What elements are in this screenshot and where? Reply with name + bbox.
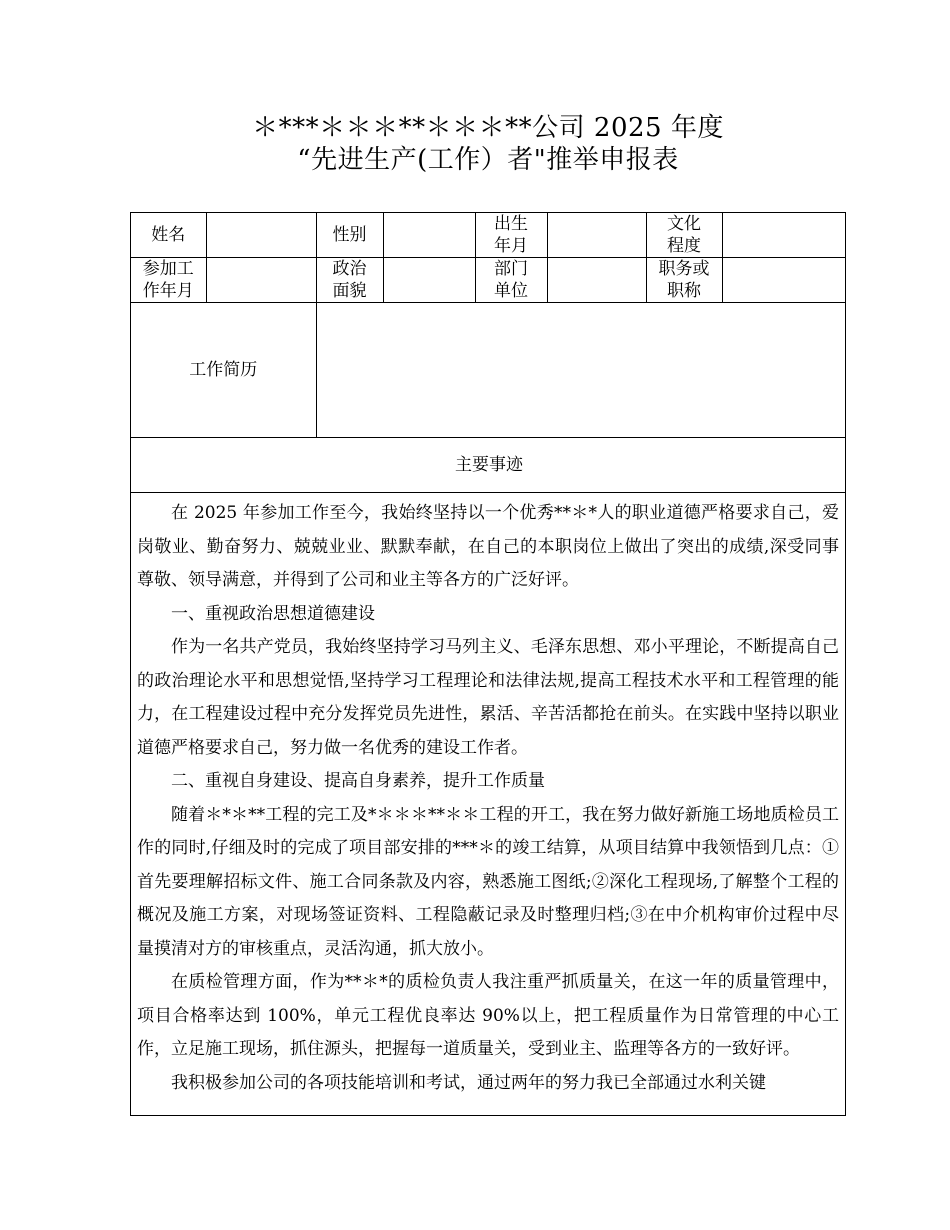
deeds-paragraph: 在质检管理方面，作为**＊*的质检负责人我注重严抓质量关，在这一年的质量管理中，项目合格率达到 100%，单元工程优良率达 90%以上，把工程质量作为日常管理的中心工作，立足施工现场，抓住源头，把握每一道质量关，受到业主、监理等各方的一致好评。 [137, 972, 839, 1059]
education-label: 文化 程度 [646, 213, 722, 258]
birth-field[interactable] [547, 213, 646, 258]
position-field[interactable] [722, 258, 846, 303]
political-field[interactable] [383, 258, 475, 303]
deeds-header [131, 438, 846, 493]
deeds-paragraph: 随着＊*＊**工程的完工及*＊＊＊**＊＊工程的开工，我在努力做好新施工场地质检员工作的同时,仔细及时的完成了项目部安排的***＊的竣工结算，从项目结算中我领悟到几点：①首先要理解招标文件、施工合同条款及内容，熟悉施工图纸;②深化工程现场,了解整个工程的概况及施工方案，对现场签证资料、工程隐蔽记录及时整理归档;③在中介机构审价过程中尽量摸清对方的审核重点，灵活沟通，抓大放小。 [137, 804, 839, 959]
deeds-label: 主要事迹 [455, 455, 523, 475]
title-line-2: “先进生产(工作）者"推举申报表 [297, 145, 679, 175]
document-title [130, 112, 846, 176]
deeds-content[interactable] [131, 493, 845, 1100]
name-label: 姓名 [131, 213, 206, 258]
resume-field[interactable] [316, 303, 846, 438]
department-label: 部门 单位 [475, 258, 547, 303]
deeds-paragraph: 作为一名共产党员，我始终坚持学习马列主义、毛泽东思想、邓小平理论，不断提高自己的政治理论水平和思想觉悟,坚持学习工程理论和法律法规,提高工程技术水平和工程管理的能力，在工程建设过程中充分发挥党员先进性，累活、辛苦活都抢在前头。在实践中坚持以职业道德严格要求自己，努力做一名优秀的建设工作者。 [137, 637, 839, 758]
gender-field[interactable] [383, 213, 475, 258]
education-field[interactable] [722, 213, 846, 258]
resume-label-cell [131, 303, 316, 438]
position-label: 职务或 职称 [646, 258, 722, 303]
department-field[interactable] [547, 258, 646, 303]
info-table [131, 213, 846, 493]
work-start-label: 参加工 作年月 [131, 258, 206, 303]
deeds-paragraph: 我积极参加公司的各项技能培训和考试，通过两年的努力我已全部通过水利关键 [171, 1072, 766, 1093]
gender-label: 性别 [316, 213, 383, 258]
name-field[interactable] [206, 213, 316, 258]
title-line-1: ＊***＊＊＊**＊＊＊**公司 2025 年度 [252, 113, 724, 143]
resume-label: 工作简历 [189, 360, 258, 380]
application-form [130, 212, 846, 1116]
deeds-paragraph: 在 2025 年参加工作至今，我始终坚持以一个优秀**＊*人的职业道德严格要求自己，爱岗敬业、勤奋努力、兢兢业业、默默奉献，在自己的本职岗位上做出了突出的成绩,深受同事尊敬、领导满意，并得到了公司和业主等各方的广泛好评。 [137, 503, 839, 590]
work-start-field[interactable] [206, 258, 316, 303]
political-label: 政治 面貌 [316, 258, 383, 303]
deeds-heading-1: 一、重视政治思想道德建设 [171, 603, 375, 624]
birth-label: 出生 年月 [475, 213, 547, 258]
deeds-heading-2: 二、重视自身建设、提高自身素养，提升工作质量 [171, 771, 545, 791]
